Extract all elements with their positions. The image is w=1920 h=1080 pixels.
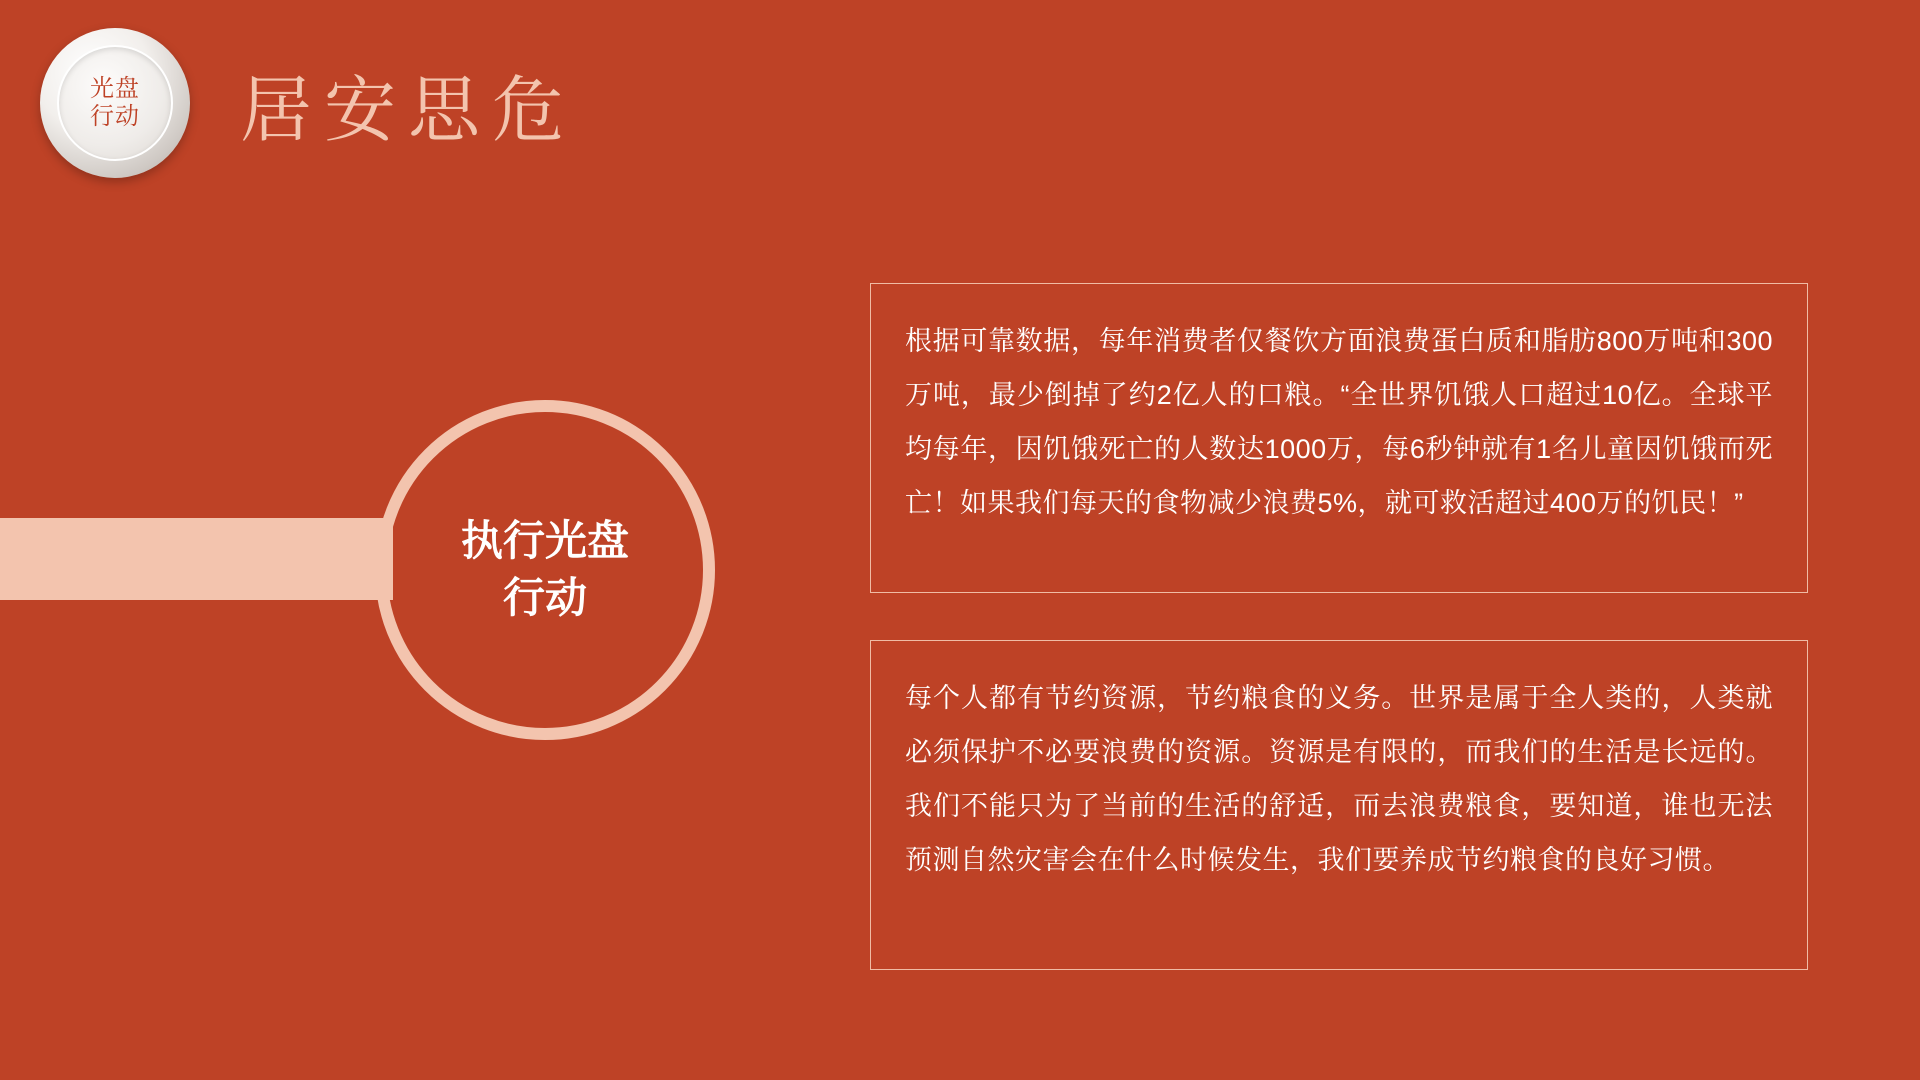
- magnifier-handle-icon: [0, 518, 393, 600]
- logo-text-line1: 光盘: [90, 74, 140, 103]
- text-panel-statistics: [870, 283, 1808, 593]
- page-title: 居安思危: [240, 68, 577, 152]
- text-panel-obligation: [870, 640, 1808, 970]
- text-panel-obligation-body: 每个人都有节约资源，节约粮食的义务。世界是属于全人类的，人类就必须保护不必要浪费的资源。资源是有限的，而我们的生活是长远的。我们不能只为了当前的生活的舒适，而去浪费粮食，要知道，谁也无法预测自然灾害会在什么时候发生，我们要养成节约粮食的良好习惯。: [905, 683, 1773, 875]
- magnifier-label: [375, 400, 715, 740]
- logo-badge: [40, 28, 190, 178]
- magnifier-label-line2: 行动: [502, 574, 587, 621]
- text-panel-statistics-body: 根据可靠数据，每年消费者仅餐饮方面浪费蛋白质和脂肪800万吨和300万吨，最少倒掉了约2亿人的口粮。“全世界饥饿人口超过10亿。全球平均每年，因饥饿死亡的人数达1000万，每6秒钟就有1名儿童因饥饿而死亡！如果我们每天的食物减少浪费5%，就可救活超过400万的饥民！”: [905, 326, 1773, 518]
- magnifier-label-line1: 执行光盘: [460, 517, 629, 565]
- logo-text-line2: 行动: [90, 102, 140, 130]
- logo-badge-inner: [57, 45, 173, 161]
- magnifier-graphic: [375, 400, 715, 740]
